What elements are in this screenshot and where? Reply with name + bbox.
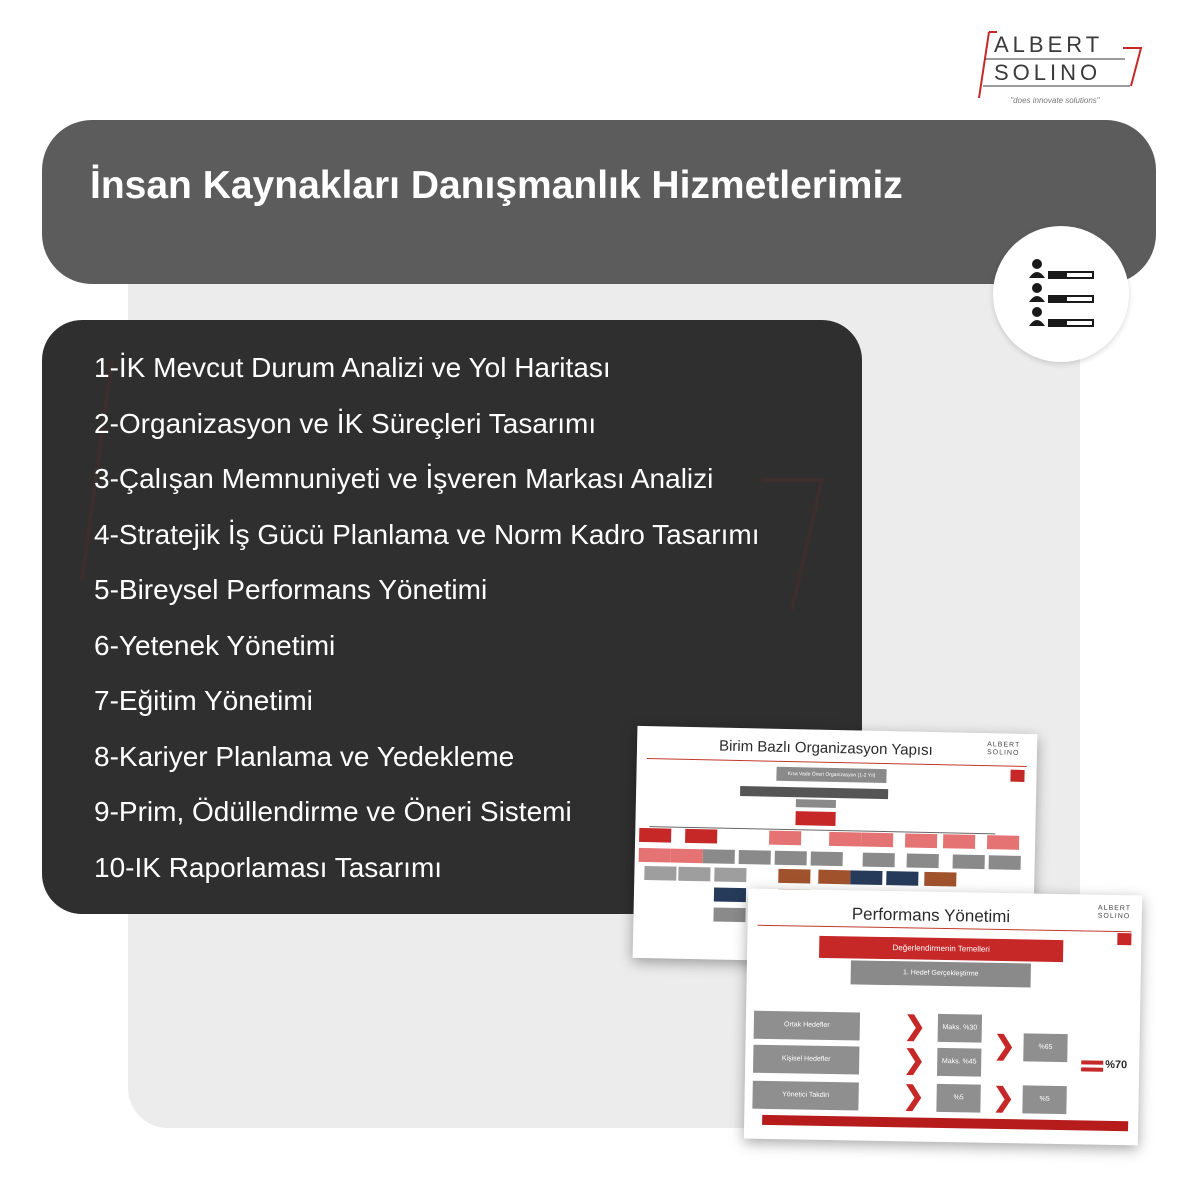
org-unit: [639, 828, 671, 843]
list-item: 5-Bireysel Performans Yönetimi: [94, 574, 488, 605]
org-unit: [811, 851, 843, 866]
criteria-row-value: Maks. %45: [937, 1048, 981, 1077]
org-unit: [713, 907, 745, 922]
list-item: 1-İK Mevcut Durum Analizi ve Yol Haritası: [94, 352, 611, 383]
org-unit: [678, 867, 710, 882]
org-head-box: [795, 811, 835, 826]
slide-number-badge: [1117, 933, 1131, 945]
logo-tagline: "does innovate solutions": [1010, 96, 1100, 105]
org-unit: [863, 853, 895, 868]
criteria-row-label: Yönetici Takdiri: [752, 1081, 858, 1111]
chevron-right-icon: ❯: [902, 1044, 926, 1075]
org-unit: [861, 833, 893, 848]
org-unit: [924, 872, 956, 887]
list-item: 8-Kariyer Planlama ve Yedekleme: [94, 740, 515, 772]
org-unit: [818, 870, 850, 885]
org-unit: [775, 851, 807, 866]
logo-line-2: SOLINO: [994, 60, 1102, 85]
criteria-row-value: Maks. %30: [938, 1014, 982, 1043]
org-unit: [987, 835, 1019, 850]
slide-logo-line-1: ALBERT: [1097, 904, 1132, 913]
org-unit: [886, 871, 918, 886]
performance-slide: [744, 889, 1142, 1146]
org-unit: [714, 887, 746, 902]
org-unit: [907, 854, 939, 869]
slide-title: Performans Yönetimi: [851, 904, 1011, 927]
org-unit: [778, 869, 810, 884]
org-list-icon: [993, 226, 1129, 362]
list-item: 6-Yetenek Yönetimi: [94, 629, 336, 661]
org-unit: [953, 854, 985, 869]
org-unit: [714, 867, 746, 882]
criteria-subtitle: 1. Hedef Gerçekleştirme: [851, 960, 1031, 987]
slide-logo: [1098, 905, 1131, 922]
list-item: 4-Stratejik İş Gücü Planlama ve Norm Kadro Tasarımı: [94, 518, 760, 550]
org-unit: [685, 829, 717, 844]
slide-number-badge: [1010, 770, 1024, 782]
org-strategy-box: [740, 786, 888, 799]
org-unit: [769, 831, 801, 846]
slide-logo-line-1: ALBERT: [987, 741, 1021, 749]
criteria-row-label: Ortak Hedefler: [754, 1011, 860, 1041]
chevron-right-icon: ❯: [992, 1081, 1015, 1113]
list-item: 3-Çalışan Memnuniyeti ve İşveren Markası Analizi: [94, 463, 714, 494]
org-unit: [671, 849, 703, 864]
org-unit: [644, 866, 676, 881]
logo-line-1: ALBERT: [994, 32, 1104, 57]
criteria-result: %65: [1023, 1033, 1067, 1062]
criteria-row-value: %5: [936, 1084, 980, 1113]
criteria-banner: Değerlendirmenin Temelleri: [819, 936, 1063, 962]
chevron-right-icon: ❯: [902, 1080, 925, 1111]
org-top-box: Kısa Vade Öneri Organizasyon (1-2 Yıl): [776, 767, 886, 783]
org-unit: [943, 834, 975, 849]
list-item: 10-IK Raporlaması Tasarımı: [94, 851, 443, 883]
slide-title: Birim Bazlı Organizasyon Yapısı: [718, 737, 933, 760]
list-item: 7-Eğitim Yönetimi: [94, 685, 313, 716]
chevron-right-icon: ❯: [993, 1029, 1016, 1061]
org-unit: [850, 870, 882, 885]
org-unit: [739, 850, 771, 865]
org-unit: [905, 833, 937, 848]
icon-badge: [993, 226, 1129, 362]
slide-divider: [647, 758, 1027, 767]
org-unit: [829, 832, 861, 847]
chevron-right-icon: ❯: [903, 1010, 926, 1041]
org-sub-box: [796, 799, 836, 808]
equals-icon: [1081, 1060, 1103, 1064]
slide-logo-line-2: SOLINO: [1097, 912, 1131, 921]
criteria-row-label: Kişisel Hedefler: [753, 1045, 859, 1075]
org-unit: [639, 848, 671, 863]
slide-logo-line-2: SOLINO: [986, 749, 1020, 757]
page-title: İnsan Kaynakları Danışmanlık Hizmetlerimiz: [90, 164, 903, 207]
criteria-result: %5: [1022, 1085, 1066, 1114]
slide-footnote-bar: [762, 1115, 1128, 1131]
list-item: 2-Organizasyon ve İK Süreçleri Tasarımı: [94, 407, 597, 439]
slide-logo: [987, 741, 1020, 758]
org-unit: [989, 855, 1021, 870]
org-unit: [703, 849, 735, 864]
list-item: 9-Prim, Ödüllendirme ve Öneri Sistemi: [94, 796, 572, 827]
criteria-total: %70: [1105, 1058, 1128, 1072]
